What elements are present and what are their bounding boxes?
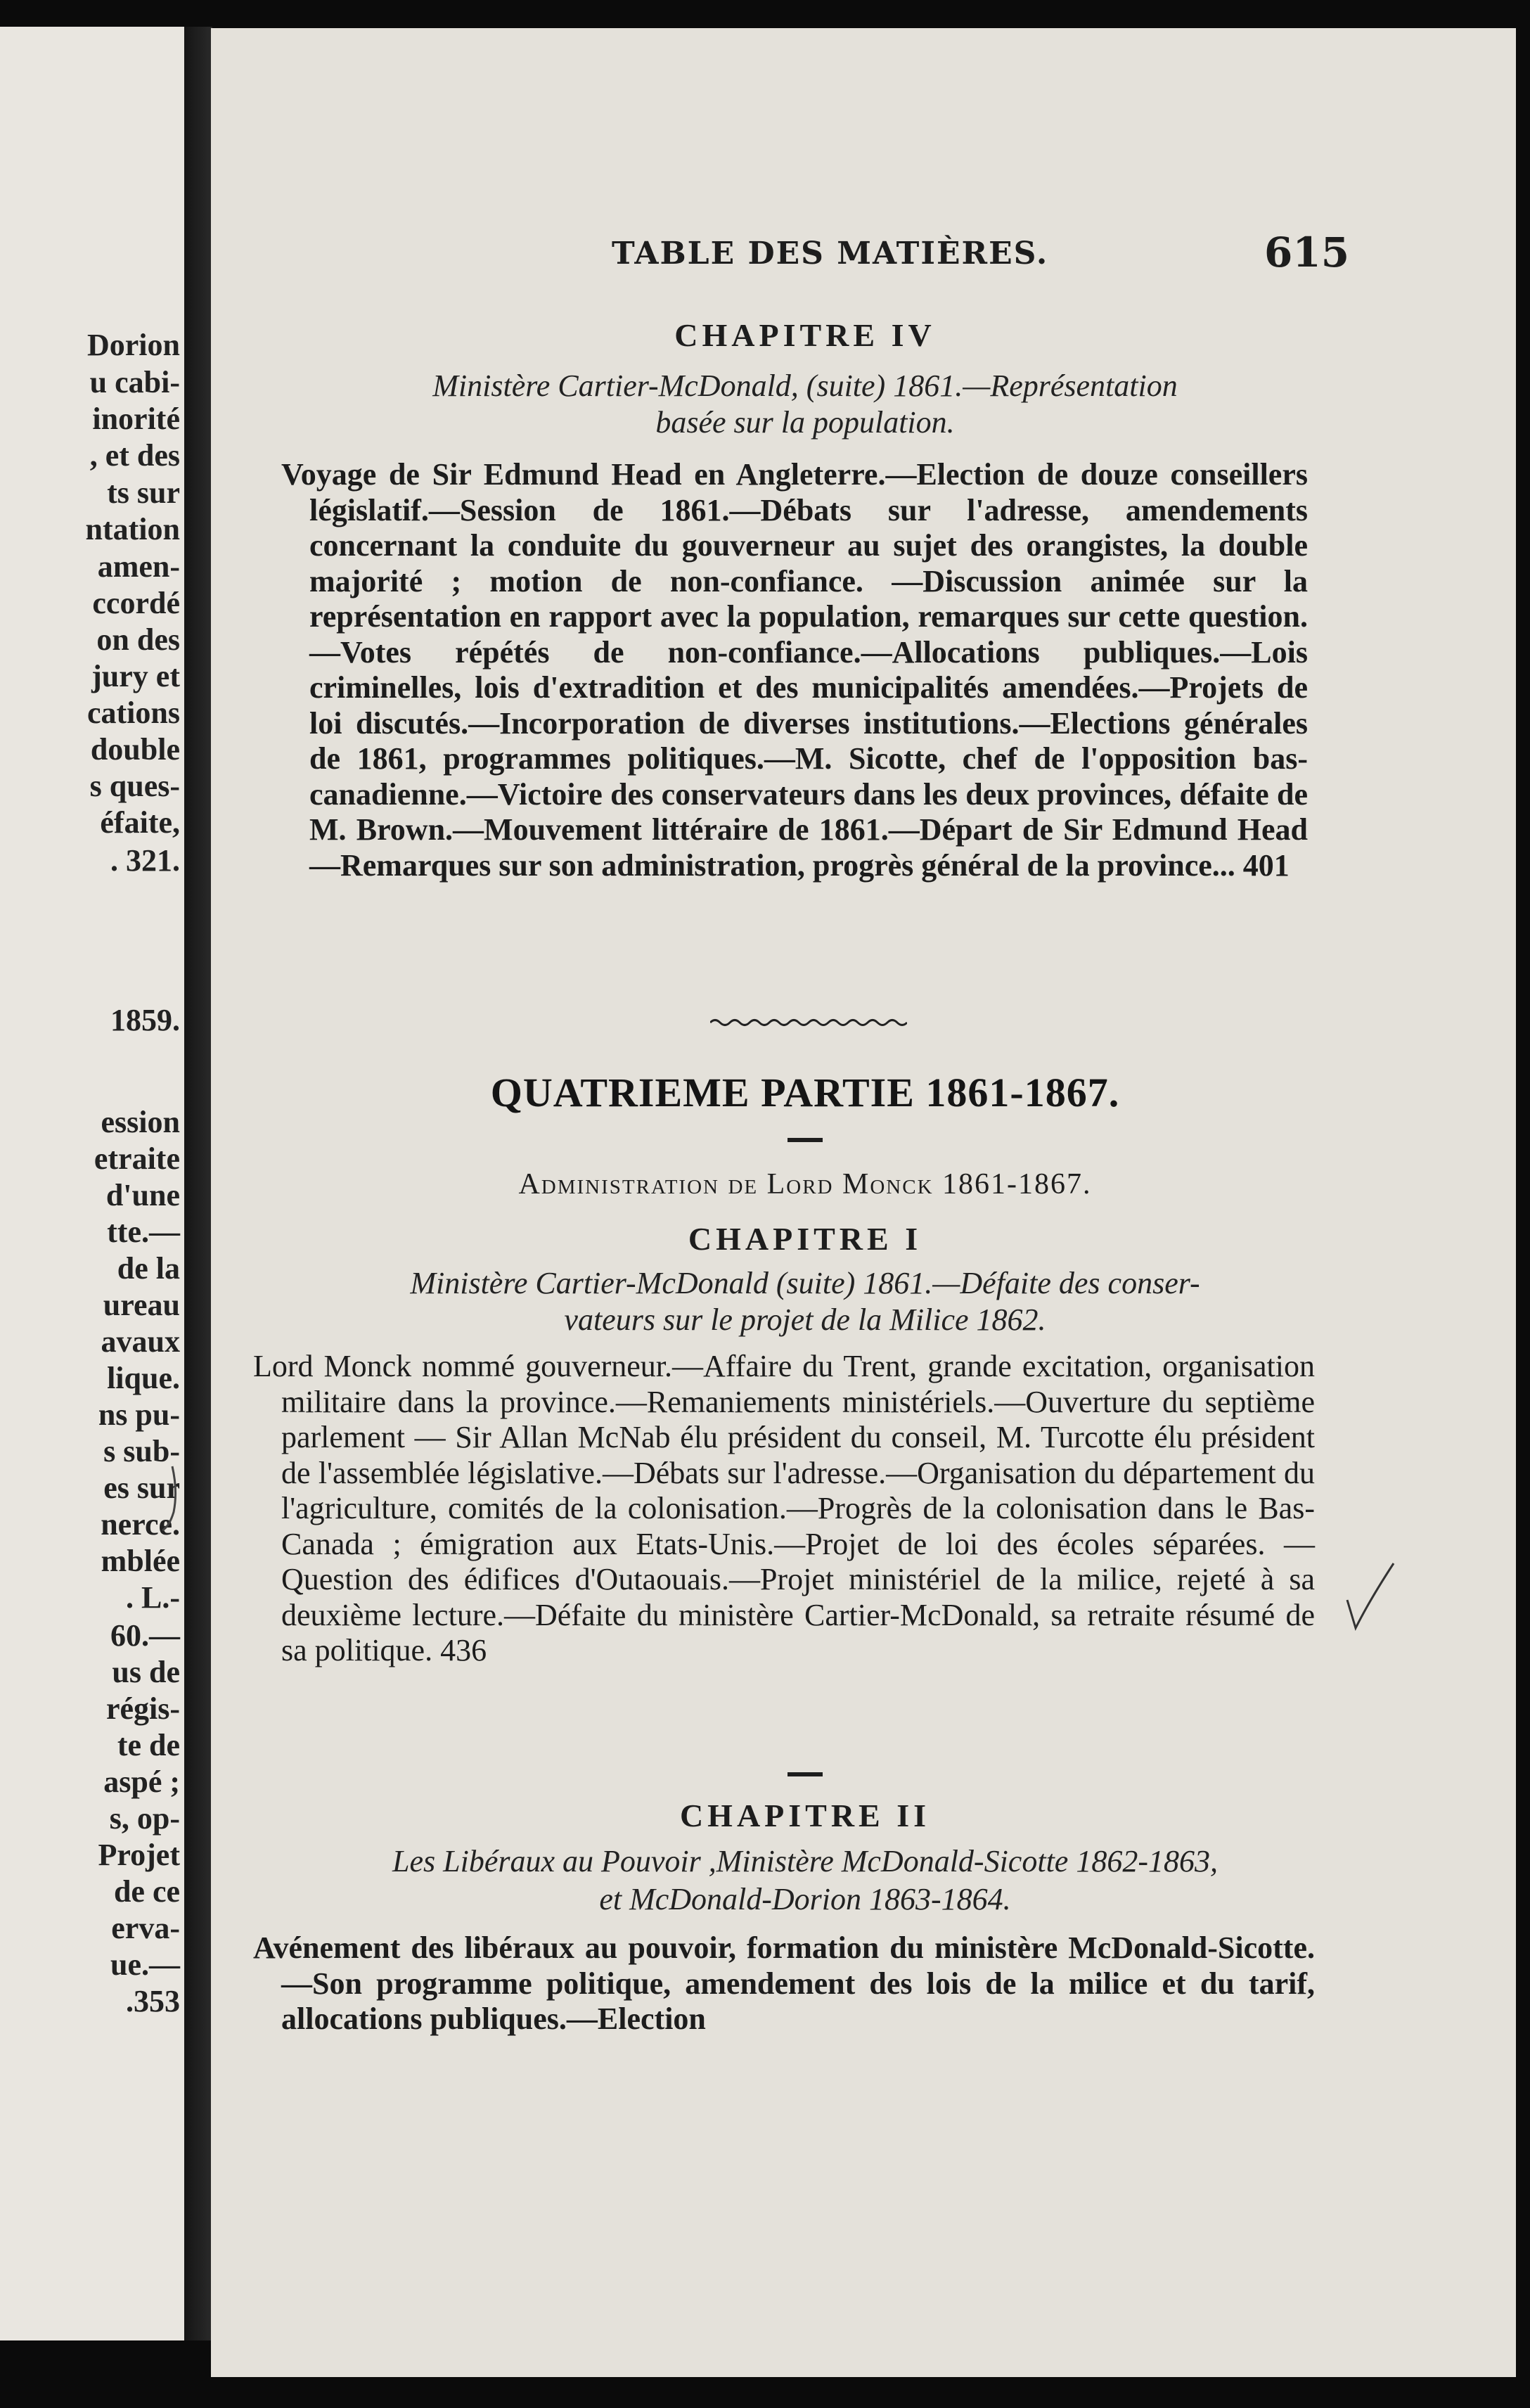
chapter-i-subtitle-line2: vateurs sur le projet de la Milice 1862. xyxy=(564,1302,1046,1337)
left-page-line: Projet xyxy=(98,1838,180,1872)
left-page-line: cations xyxy=(87,696,180,730)
left-page-line: tte.— xyxy=(107,1215,180,1249)
running-title: TABLE DES MATIÈRES. xyxy=(612,236,1049,271)
left-page-line: éfaite, xyxy=(100,805,180,840)
left-page-line: s, op- xyxy=(109,1801,180,1836)
left-page-line: régis- xyxy=(105,1691,180,1726)
chapter-iv-subtitle-line1: Ministère Cartier-McDonald, (suite) 1861.—Représentation xyxy=(432,369,1178,403)
left-page-line: lique. xyxy=(107,1361,180,1395)
chapter-ii-heading: CHAPITRE II xyxy=(679,1798,931,1833)
left-page-line: , et des xyxy=(89,438,180,473)
left-page-line: . L.- xyxy=(126,1580,180,1615)
left-page-line: .353 xyxy=(126,1984,180,2018)
previous-page xyxy=(0,27,187,2340)
left-page-line: nerce. xyxy=(101,1507,180,1542)
left-page-line: etraite xyxy=(94,1141,180,1176)
chapter-ii-summary: Avénement des libéraux au pouvoir, formation du ministère McDonald-Sicotte.—Son programme politique, amendement des lois de la milice et du tarif, allocations publiques.—Election xyxy=(253,1930,1315,2036)
chapter-ii-subtitle-line1: Les Libéraux au Pouvoir ,Ministère McDonald-Sicotte 1862-1863, xyxy=(392,1844,1218,1878)
separator-rule xyxy=(788,1772,823,1776)
chapter-i-subtitle-line1: Ministère Cartier-McDonald (suite) 1861.—Défaite des conser- xyxy=(410,1266,1200,1300)
left-page-line: Dorion xyxy=(87,328,180,362)
left-page-line: inorité xyxy=(92,402,180,436)
left-page-line: s ques- xyxy=(89,769,180,803)
left-page-line: 60.— xyxy=(110,1618,180,1653)
left-page-line: d'une xyxy=(105,1178,180,1212)
left-page-line: double xyxy=(90,732,180,767)
chapter-ii-subtitle-line2: et McDonald-Dorion 1863-1864. xyxy=(599,1882,1011,1916)
chapter-iv-subtitle-line2: basée sur la population. xyxy=(655,405,955,440)
left-page-line: on des xyxy=(96,622,180,657)
left-page-line: . 321. xyxy=(110,843,180,878)
left-page-line: ntation xyxy=(85,512,180,546)
chapter-iv-heading: CHAPITRE IV xyxy=(674,317,936,353)
pencil-checkmark-icon xyxy=(1342,1558,1398,1635)
left-page-line: aspé ; xyxy=(103,1765,180,1799)
left-page-line: ts sur xyxy=(107,475,180,510)
left-page-line: s sub- xyxy=(103,1434,180,1468)
left-page-line: ns pu- xyxy=(98,1397,180,1432)
left-page-line: de ce xyxy=(113,1874,180,1909)
left-page-line: ccordé xyxy=(92,586,180,620)
chapter-i-heading: CHAPITRE I xyxy=(688,1221,922,1257)
chapter-iv-summary: Voyage de Sir Edmund Head en Angleterre.—Election de douze conseillers législatif.—Session de 1861.—Débats sur l'adresse, amendements concernant la conduite du gouverneur au sujet des orangistes, la double majorité ; motion de non-confiance. —Discussion animée sur la représentation en rapport avec la population, remarques sur cette question.—Votes répétés de non-confiance.—Allocations publiques.—Lois criminelles, lois d'extradition et des municipalités amendées.—Projets de loi discutés.—Incorporation de diverses institutions.—Elections générales de 1861, programmes politiques.—M. Sicotte, chef de l'opposition bas-canadienne.—Victoire des conservateurs dans les deux provinces, défaite de M. Brown.—Mouvement littéraire de 1861.—Départ de Sir Edmund Head —Remarques sur son administration, progrès général de la province... 401 xyxy=(281,457,1308,883)
left-page-line: ue.— xyxy=(110,1947,180,1982)
left-page-line: avaux xyxy=(101,1324,180,1359)
left-page-line: te de xyxy=(117,1728,180,1762)
administration-heading: Administration de Lord Monck 1861-1867. xyxy=(518,1168,1092,1200)
left-page-line: 1859. xyxy=(110,1003,180,1037)
left-page-line: ession xyxy=(101,1105,180,1139)
separator-rule xyxy=(788,1138,823,1142)
page-gutter-shadow xyxy=(184,27,212,2340)
left-page-line: u cabi- xyxy=(89,365,180,399)
left-page-line: es sur xyxy=(103,1471,180,1505)
left-page-line: mblée xyxy=(101,1544,180,1578)
left-page-line: de la xyxy=(117,1251,180,1286)
chapter-i-summary: Lord Monck nommé gouverneur.—Affaire du Trent, grande excitation, organisation militaire dans la province.—Remaniements ministériels.—Ouverture du septième parlement — Sir Allan McNab élu président du conseil, M. Turcotte élu président de l'assemblée législative.—Débats sur l'adresse.—Organisation du département du l'agriculture, comités de la colonisation.—Progrès de la colonisation dans le Bas-Canada ; émigration aux Etats-Unis.—Projet de loi des écoles séparées. —Question des édifices d'Outaouais.—Projet ministériel de la milice, rejeté à sa deuxième lecture.—Défaite du ministère Cartier-McDonald, sa retraite résumé de sa politique. 436 xyxy=(253,1349,1315,1667)
left-page-line: us de xyxy=(112,1655,180,1689)
left-page-line: erva- xyxy=(111,1911,180,1945)
wavy-separator xyxy=(710,1018,907,1027)
left-page-line: amen- xyxy=(97,549,180,584)
part-title: QUATRIEME PARTIE 1861-1867. xyxy=(490,1070,1120,1115)
pencil-mark-icon xyxy=(158,1463,186,1533)
left-page-line: ureau xyxy=(103,1288,180,1322)
left-page-line: jury et xyxy=(91,659,180,693)
page-number: 615 xyxy=(1264,229,1350,276)
